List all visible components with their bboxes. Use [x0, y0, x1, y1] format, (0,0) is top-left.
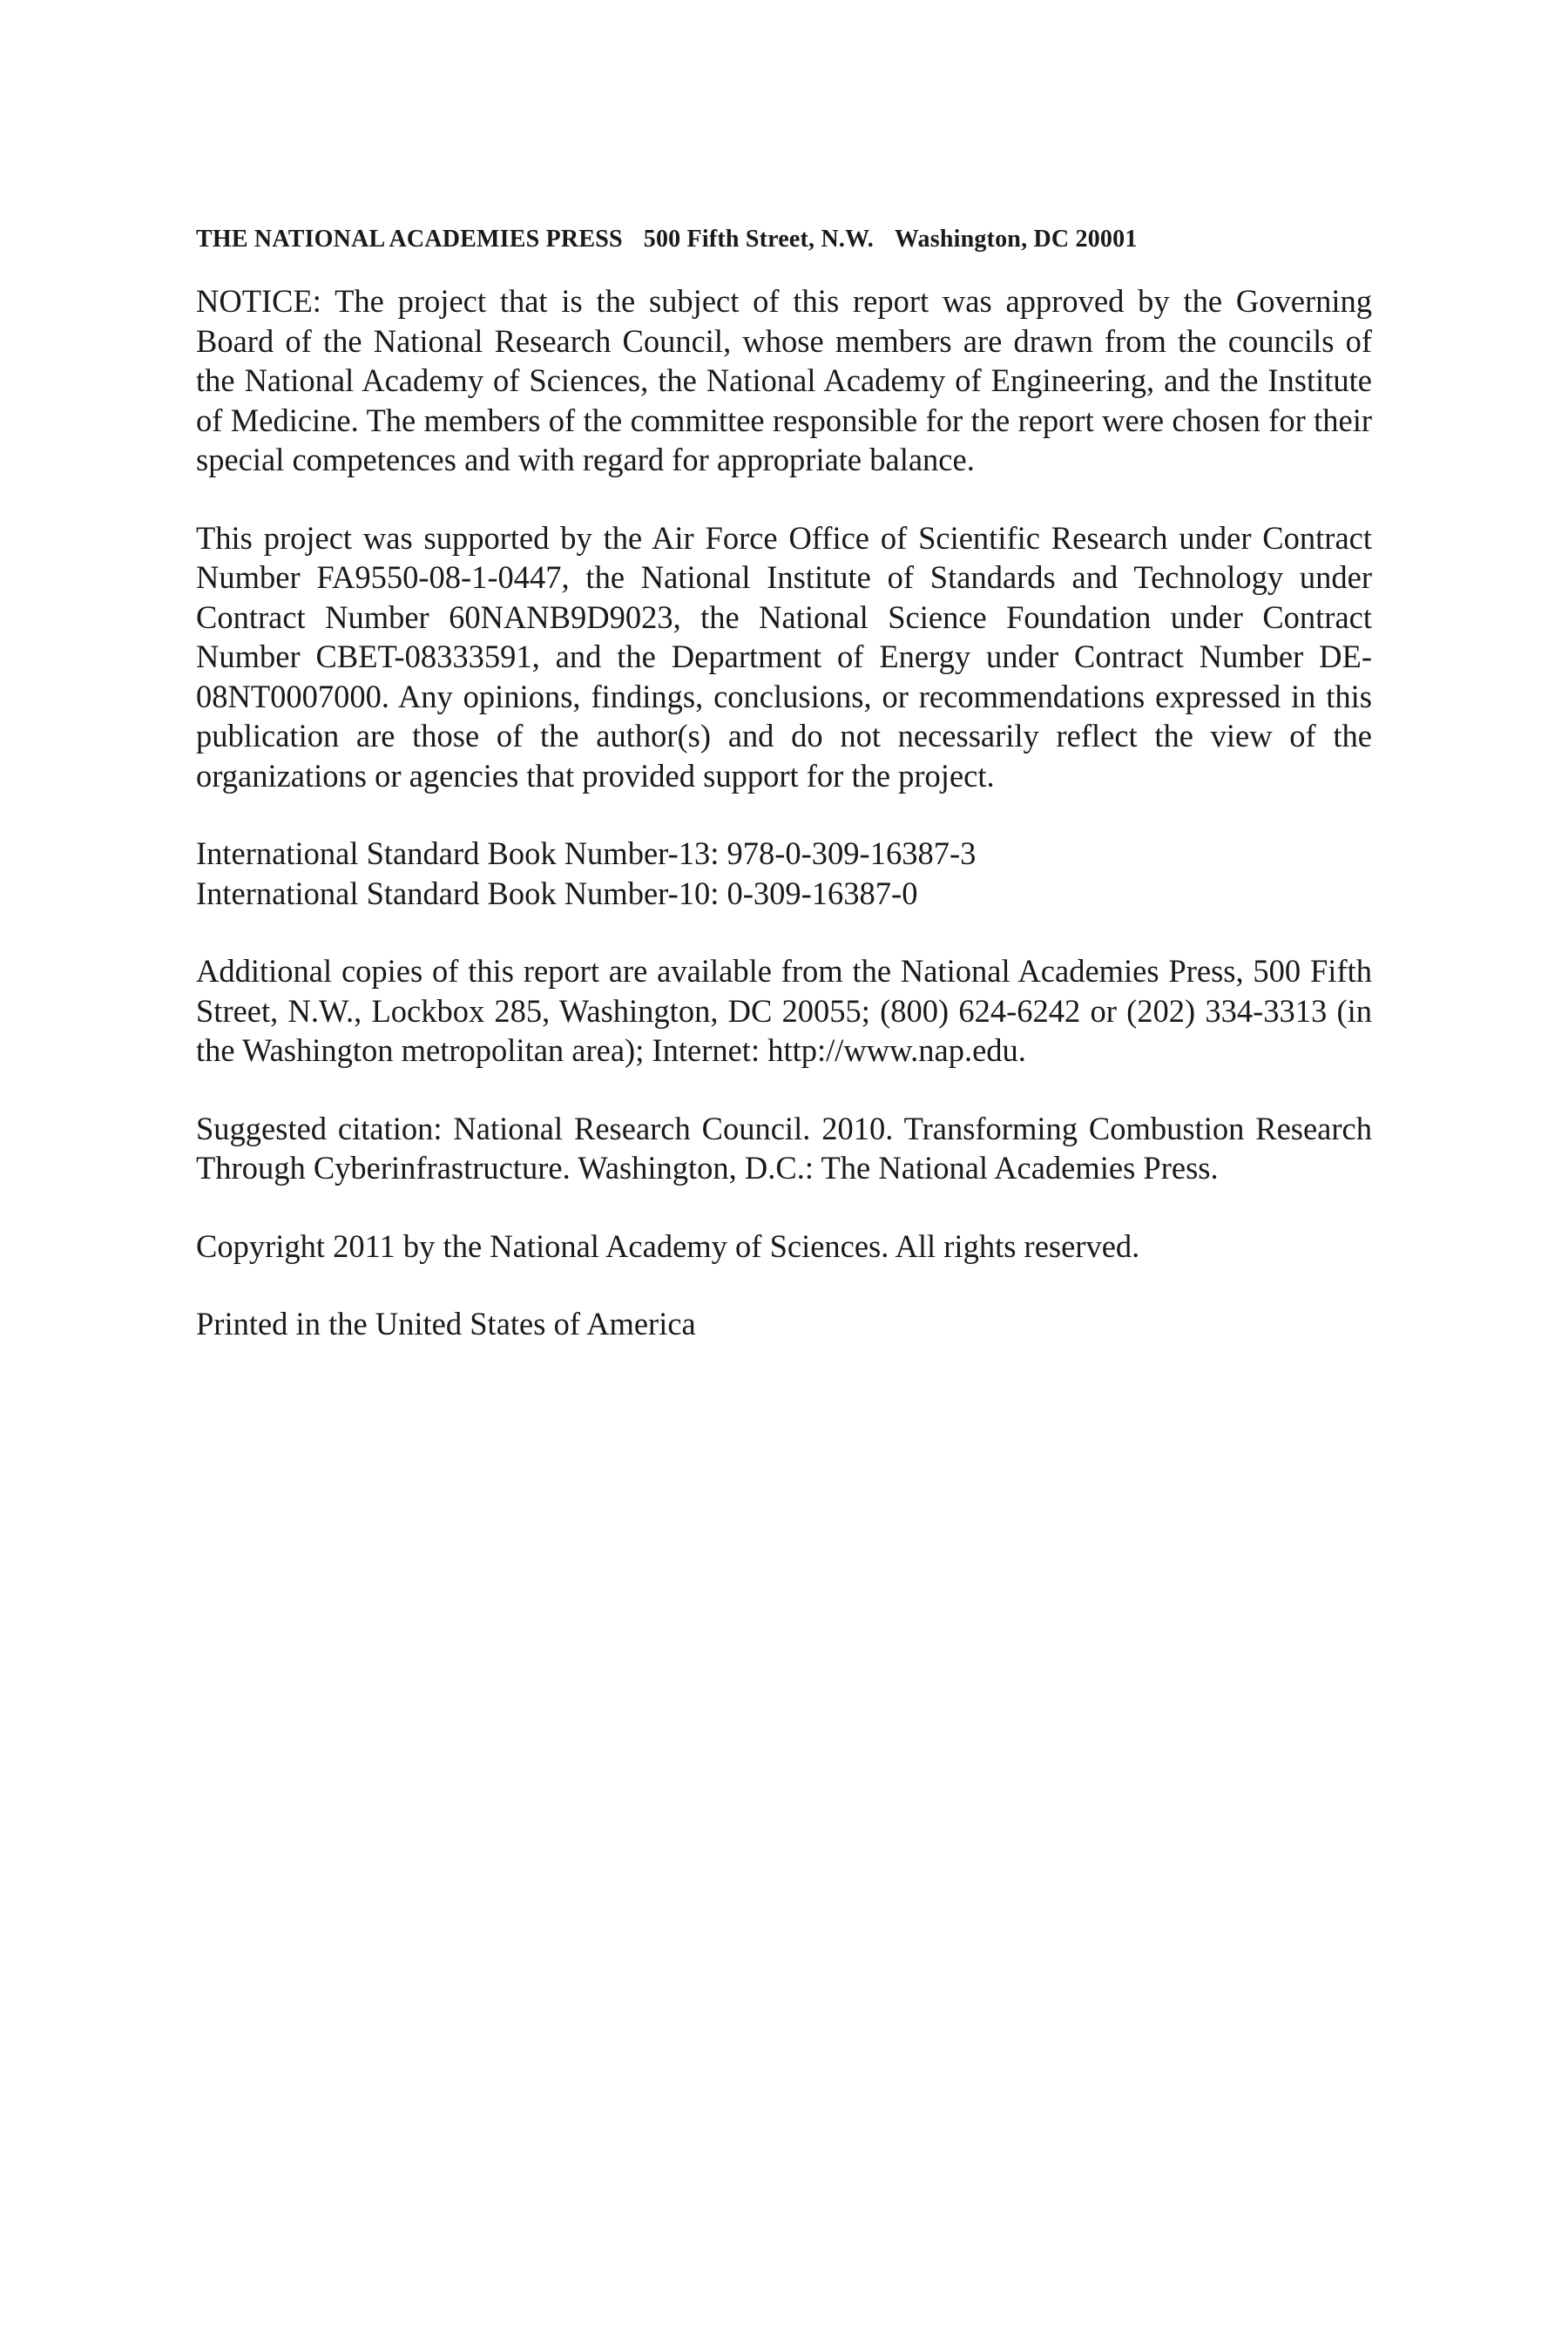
isbn-13: International Standard Book Number-13: 978-0-309-16387-3	[196, 835, 977, 871]
copyright-line: Copyright 2011 by the National Academy of Sciences. All rights reserved.	[196, 1227, 1140, 1264]
press-name: THE NATIONAL ACADEMIES PRESS	[196, 226, 623, 253]
press-city: Washington, DC 20001	[894, 226, 1138, 253]
copyright-page	[196, 222, 1372, 1382]
isbn-10: International Standard Book Number-10: 0-309-16387-0	[196, 875, 918, 911]
notice-paragraph: NOTICE: The project that is the subject of this report was approved by the Governing Board of the National Research Council, whose members are drawn from the councils of the National Academy of Sciences, the National Academy of Engineering, and the Institute of Medicine. The members of the committee responsible for the report were chosen for their special competences and with regard for appropriate balance.	[196, 283, 1372, 477]
copies-paragraph: Additional copies of this report are available from the National Academies Press, 500 Fifth Street, N.W., Lockbox 285, Washington, DC 20055; (800) 624-6242 or (202) 334-3313 (in the Washington metropolitan area); Internet: http://www.nap.edu.	[196, 953, 1372, 1068]
printed-line: Printed in the United States of America	[196, 1306, 696, 1342]
support-paragraph: This project was supported by the Air Force Office of Scientific Research under Contract Number FA9550-08-1-0447, the National Institute of Standards and Technology under Contract Number 60NANB9D9023, the National Science Foundation under Contract Number CBET-08333591, and the Department of Energy under Contract Number DE-08NT0007000. Any opinions, findings, conclusions, or recommendations expressed in this publication are those of the author(s) and do not necessarily reflect the view of the organizations or agencies that provided support for the project.	[196, 519, 1372, 794]
press-street: 500 Fifth Street, N.W.	[643, 226, 874, 253]
isbn-block	[196, 834, 1372, 913]
citation-paragraph: Suggested citation: National Research Council. 2010. Transforming Combustion Research Through Cyberinfrastructure. Washington, D.C.: The National Academies Press.	[196, 1110, 1372, 1186]
press-header	[196, 222, 1372, 257]
